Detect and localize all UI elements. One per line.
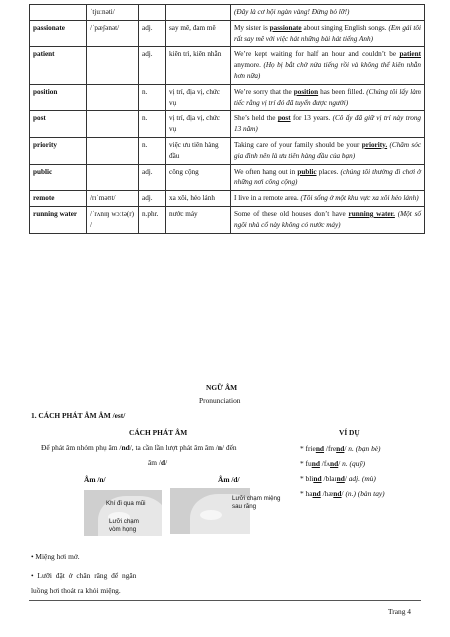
highlighted-word: patient	[399, 50, 421, 59]
vocab-word: running water	[30, 206, 87, 233]
vocab-meaning: vị trí, địa vị, chức vụ	[166, 84, 231, 111]
vocab-example	[231, 5, 425, 21]
vocab-example	[231, 111, 425, 138]
example-2: * fund /fʌnd/ n. (quỹ)	[300, 459, 366, 468]
fig-n-label-1: Khí đi qua mũi	[106, 500, 146, 507]
vietnamese-translation: (Chăm sóc gia đình nên là ưu tiên hàng đầu của bạn)	[234, 140, 422, 160]
vocab-part-of-speech	[139, 5, 166, 21]
vocab-meaning: xa xôi, hẻo lánh	[166, 191, 231, 207]
example-text: We’re sorry that the	[234, 87, 294, 96]
vocab-row	[30, 111, 425, 138]
vocab-word: passionate	[30, 20, 87, 47]
vocab-word: patient	[30, 47, 87, 84]
fig-d-label-1: Lưỡi chạm miệng	[232, 495, 281, 502]
vocab-ipa	[87, 164, 139, 191]
instruction-line-2: âm /d/	[148, 458, 168, 467]
vocab-part-of-speech: n.	[139, 137, 166, 164]
vocab-meaning: công cộng	[166, 164, 231, 191]
vocab-word: remote	[30, 191, 87, 207]
vocab-word: priority	[30, 137, 87, 164]
col-right-title: VÍ DỤ	[339, 428, 360, 437]
example-3: * blind /blaɪnd/ adj. (mù)	[300, 474, 376, 483]
vocab-row	[30, 20, 425, 47]
vocab-row	[30, 206, 425, 233]
vocab-ipa: /ˈpæʃənət/	[87, 20, 139, 47]
vocab-word: public	[30, 164, 87, 191]
vocab-part-of-speech: adj.	[139, 47, 166, 84]
instruction-line-1: Để phát âm nhóm phụ âm /nd/, ta cần lần lượt phát âm âm /n/ đến	[41, 443, 237, 452]
footer-divider	[29, 600, 421, 601]
vietnamese-translation: (Cô ấy đã giữ vị trí này trong 13 năm)	[234, 114, 422, 134]
vietnamese-translation: (chúng tôi thường đi chơi ở những nơi công cộng)	[234, 167, 421, 187]
vietnamese-translation: (Họ bị bắt chờ nửa tiếng rồi và không thể kiên nhẫn hơn nữa)	[234, 61, 421, 80]
highlighted-word: priority.	[361, 140, 388, 149]
vocab-part-of-speech: adj.	[139, 164, 166, 191]
mouth-shape	[200, 510, 222, 520]
vocab-word: post	[30, 111, 87, 138]
vocab-part-of-speech: n.	[139, 84, 166, 111]
vocab-ipa: /ˈrʌnɪŋ wɔːtə(r) /	[87, 206, 139, 233]
vocab-row	[30, 191, 425, 207]
vietnamese-translation: (Đây là cơ hội ngàn vàng! Đừng bỏ lỡ!)	[234, 8, 350, 16]
fig-n-label-3: vòm họng	[109, 526, 137, 533]
example-text: anymore.	[234, 61, 264, 70]
highlighted-word: position	[293, 87, 319, 96]
vietnamese-translation: (Em gái tôi rất say mê với việc hát những bài hát tiếng Anh)	[234, 23, 421, 43]
vocab-ipa: /rɪˈməʊt/	[87, 191, 139, 207]
vietnamese-translation: (Một số ngôi nhà cổ này không có nước máy)	[234, 209, 421, 229]
example-text: Some of these old houses don’t have	[234, 209, 349, 218]
bullet-1: • Miệng hơi mở.	[31, 552, 80, 561]
highlighted-word: public	[297, 167, 317, 176]
vocab-meaning: say mê, đam mê	[166, 20, 231, 47]
vocab-example	[231, 164, 425, 191]
vocab-row	[30, 47, 425, 84]
vocabulary-table	[29, 4, 425, 234]
vocab-example	[231, 47, 425, 84]
page-number: Trang 4	[388, 607, 411, 616]
label-n: Âm /n/	[84, 475, 106, 484]
vocab-row	[30, 84, 425, 111]
vocab-example	[231, 84, 425, 111]
fig-n-label-2: Lưỡi chạm	[109, 518, 139, 525]
bullet-2-line-2: luồng hơi thoát ra khỏi miệng.	[31, 586, 121, 595]
vocab-example	[231, 137, 425, 164]
vocab-part-of-speech: n.	[139, 111, 166, 138]
example-text: has been filled.	[318, 87, 367, 96]
vocab-meaning	[166, 5, 231, 21]
example-text: places.	[316, 167, 341, 176]
vocab-meaning: việc ưu tiên hàng đầu	[166, 137, 231, 164]
vocab-part-of-speech: adj.	[139, 191, 166, 207]
highlighted-word: running water.	[348, 209, 395, 218]
vocab-word	[30, 5, 87, 21]
highlighted-word: passionate	[269, 23, 302, 32]
section-subtitle: Pronunciation	[199, 396, 241, 405]
vietnamese-translation: (Chúng tôi lấy làm tiếc rằng vị trí đó đã tuyển được người)	[234, 87, 421, 107]
highlighted-word: post	[277, 114, 291, 123]
vocab-ipa	[87, 111, 139, 138]
vocab-row	[30, 137, 425, 164]
example-text: for 13 years.	[290, 114, 333, 123]
example-text: She’s held the	[234, 114, 278, 123]
vocab-ipa: ˈtjuːnəti/	[87, 5, 139, 21]
vocab-example	[231, 191, 425, 207]
vocab-meaning: vị trí, địa vị, chức vụ	[166, 111, 231, 138]
example-4: * hand /hænd/ (n.) (bàn tay)	[300, 489, 385, 498]
example-text: My sister is	[234, 23, 270, 32]
vocab-row	[30, 164, 425, 191]
vocab-part-of-speech: adj.	[139, 20, 166, 47]
vocab-meaning: kiên trì, kiên nhẫn	[166, 47, 231, 84]
vocab-meaning: nước máy	[166, 206, 231, 233]
fig-d-label-2: sau răng	[232, 503, 257, 510]
vocab-word: position	[30, 84, 87, 111]
section-title: NGỮ ÂM	[206, 383, 238, 392]
vocab-ipa	[87, 137, 139, 164]
example-text: Taking care of your family should be your	[234, 140, 362, 149]
example-text: I live in a remote area.	[234, 194, 301, 203]
example-text: We’re kept waiting for half an hour and couldn’t be	[234, 50, 400, 59]
example-text: We often hang out in	[234, 167, 298, 176]
col-left-title: CÁCH PHÁT ÂM	[129, 428, 188, 437]
vocab-ipa	[87, 84, 139, 111]
vocab-part-of-speech: n.phr.	[139, 206, 166, 233]
vietnamese-translation: (Tôi sống ở một khu vực xa xôi hẻo lánh)	[300, 194, 419, 203]
vocab-example	[231, 20, 425, 47]
vocab-ipa	[87, 47, 139, 84]
example-1: * friend /frend/ n. (bạn bè)	[300, 444, 381, 453]
example-text: about singing English songs.	[301, 23, 389, 32]
vocab-row	[30, 5, 425, 21]
vocab-example	[231, 206, 425, 233]
bullet-2-line-1: • Lưỡi đặt ở chân răng để ngăn	[31, 571, 137, 580]
label-d: Âm /d/	[218, 475, 240, 484]
heading-pronunciation: 1. CÁCH PHÁT ÂM ÂM /est/	[31, 411, 126, 420]
